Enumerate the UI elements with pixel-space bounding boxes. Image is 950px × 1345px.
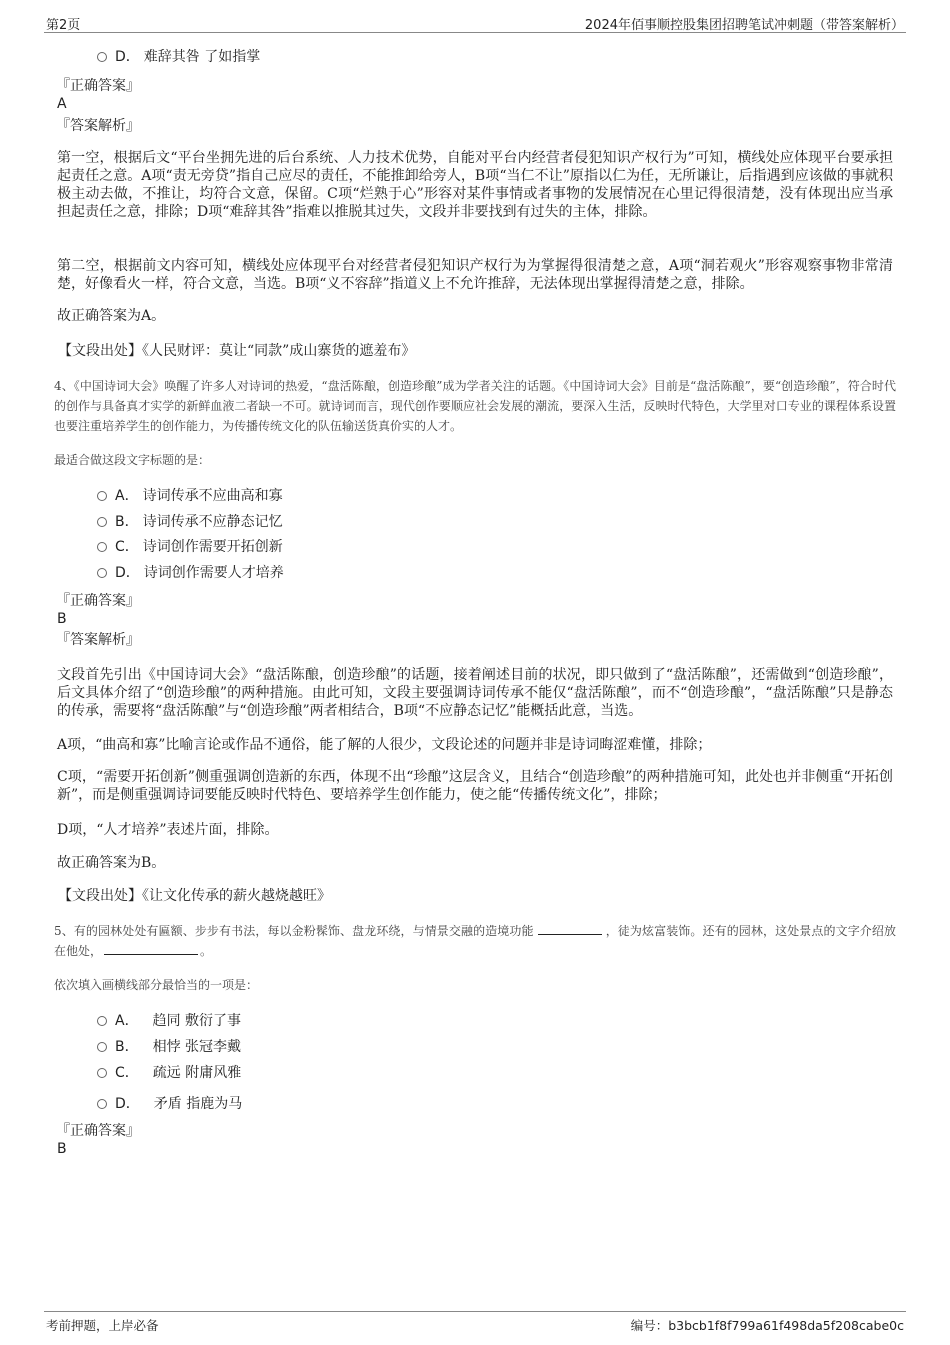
q5-option-d[interactable]: D． 矛盾 指鹿为马 — [97, 1095, 242, 1113]
q4-conclusion: 故正确答案为B。 — [57, 855, 166, 871]
q4-option-a[interactable]: A． 诗词传承不应曲高和寡 — [97, 487, 283, 505]
q4-answer-label: 『正确答案』 — [56, 593, 140, 609]
q3-analysis-p1: 第一空，根据后文“平台坐拥先进的后台系统、人力技术优势，自能对平台内经营者侵犯知识产权行为”可知，横线处应体现平台要承担起责任之意。A项“责无旁贷”指自己应尽的责任，不能推卸给旁人，B项“当仁不让”原指以仁为任，无所谦让，后指遇到应该做的事就积极主动去做，不推让，均符合文意，保留。C项“烂熟于心”形容对某件事情或者事物的发展情况在心里记得很清楚，没有体现出应当承担起责任之意，排除；D项“难辞其咎”指难以推脱其过失，文段并非要找到有过失的主体，排除。 — [57, 150, 893, 220]
q3-answer: A — [57, 96, 67, 112]
q4-analysis-p2: A项，“曲高和寡”比喻言论或作品不通俗，能了解的人很少，文段论述的问题并非是诗词晦涩难懂，排除； — [57, 737, 712, 753]
q4-stem: 4、《中国诗词大会》唤醒了许多人对诗词的热爱，“盘活陈酿，创造珍酿”成为学者关注的话题。《中国诗词大会》目前是“盘活陈酿”，要“创造珍酿”，符合时代的创作与具备真才实学的新鲜血液二者缺一不可。就诗词而言，现代创作要顺应社会发展的潮流，要深入生活，反映时代特色，大学里对口专业的课程体系设置也要注重培养学生的创作能力，为传播传统文化的队伍输送货真价实的人才。 — [54, 379, 896, 433]
q5-prompt: 依次填入画横线部分最恰当的一项是： — [54, 978, 259, 992]
radio-icon[interactable] — [97, 52, 107, 62]
blank-line — [104, 942, 198, 955]
q4-analysis-p4: D项，“人才培养”表述片面，排除。 — [57, 822, 279, 838]
q4-analysis-p1: 文段首先引出《中国诗词大会》“盘活陈酿，创造珍酿”的话题，接着阐述目前的状况，即只做到了“盘活陈酿”，还需做到“创造珍酿”，后文具体介绍了“创造珍酿”的两种措施。由此可知，文段主要强调诗词传承不能仅“盘活陈酿”，而不“创造珍酿”，“盘活陈酿”只是静态的传承，需要将“盘活陈酿”与“创造珍酿”两者相结合，B项“不应静态记忆”能概括此意，当选。 — [57, 667, 893, 719]
page-header — [44, 12, 906, 33]
q3-answer-label: 『正确答案』 — [56, 78, 140, 94]
document-id: 编号：b3bcb1f8f799a61f498da5f208cabe0c — [630, 1318, 904, 1333]
q3-option-d[interactable]: D． 难辞其咎 了如指掌 — [97, 48, 260, 66]
radio-icon[interactable] — [97, 542, 107, 552]
radio-icon[interactable] — [97, 491, 107, 501]
radio-icon[interactable] — [97, 1099, 107, 1109]
q4-option-c[interactable]: C． 诗词创作需要开拓创新 — [97, 538, 283, 556]
q4-option-b[interactable]: B． 诗词传承不应静态记忆 — [97, 513, 283, 531]
radio-icon[interactable] — [97, 568, 107, 578]
blank-line — [538, 922, 602, 935]
q5-option-c[interactable]: C． 疏远 附庸风雅 — [97, 1064, 241, 1082]
q3-analysis-label: 『答案解析』 — [56, 118, 140, 134]
q3-analysis-p2: 第二空，根据前文内容可知，横线处应体现平台对经营者侵犯知识产权行为为掌握得很清楚之意，A项“洞若观火”形容观察事物非常清楚，好像看火一样，符合文意，当选。B项“义不容辞”指道义上不允许推辞，无法体现出掌握得清楚之意，排除。 — [57, 258, 893, 292]
q4-option-d[interactable]: D． 诗词创作需要人才培养 — [97, 564, 284, 582]
page-footer — [44, 1311, 906, 1336]
q4-prompt: 最适合做这段文字标题的是： — [54, 453, 211, 467]
q3-source: 【文段出处】《人民财评：莫让“同款”成山寨货的遮羞布》 — [58, 343, 416, 359]
radio-icon[interactable] — [97, 1016, 107, 1026]
radio-icon[interactable] — [97, 1042, 107, 1052]
q4-analysis-label: 『答案解析』 — [56, 632, 140, 648]
radio-icon[interactable] — [97, 1068, 107, 1078]
q5-answer: B — [57, 1141, 67, 1157]
q4-answer: B — [57, 611, 67, 627]
radio-icon[interactable] — [97, 517, 107, 527]
q3-conclusion: 故正确答案为A。 — [57, 308, 166, 324]
footer-slogan: 考前押题，上岸必备 — [46, 1318, 159, 1333]
page-number: 第2页 — [46, 18, 81, 33]
document-title: 2024年佰事顺控股集团招聘笔试冲刺题（带答案解析） — [584, 18, 904, 33]
q4-analysis-p3: C项，“需要开拓创新”侧重强调创造新的东西，体现不出“珍酿”这层含义，且结合“创造珍酿”的两种措施可知，此处也并非侧重“开拓创新”，而是侧重强调诗词要能反映时代特色、要培养学生创作能力，使之能“传播传统文化”，排除； — [57, 769, 893, 803]
q5-answer-label: 『正确答案』 — [56, 1123, 140, 1139]
q4-source: 【文段出处】《让文化传承的薪火越烧越旺》 — [58, 888, 331, 904]
q5-option-a[interactable]: A． 趋同 敷衍了事 — [97, 1012, 241, 1030]
q5-option-b[interactable]: B． 相悖 张冠李戴 — [97, 1038, 241, 1056]
q5-stem: 5、有的园林处处有匾额、步步有书法，每以金粉髹饰、盘龙环绕，与情景交融的造境功能 ，徒为炫富装饰。还有的园林，这处景点的文字介绍放在他处， 。 — [54, 924, 896, 958]
